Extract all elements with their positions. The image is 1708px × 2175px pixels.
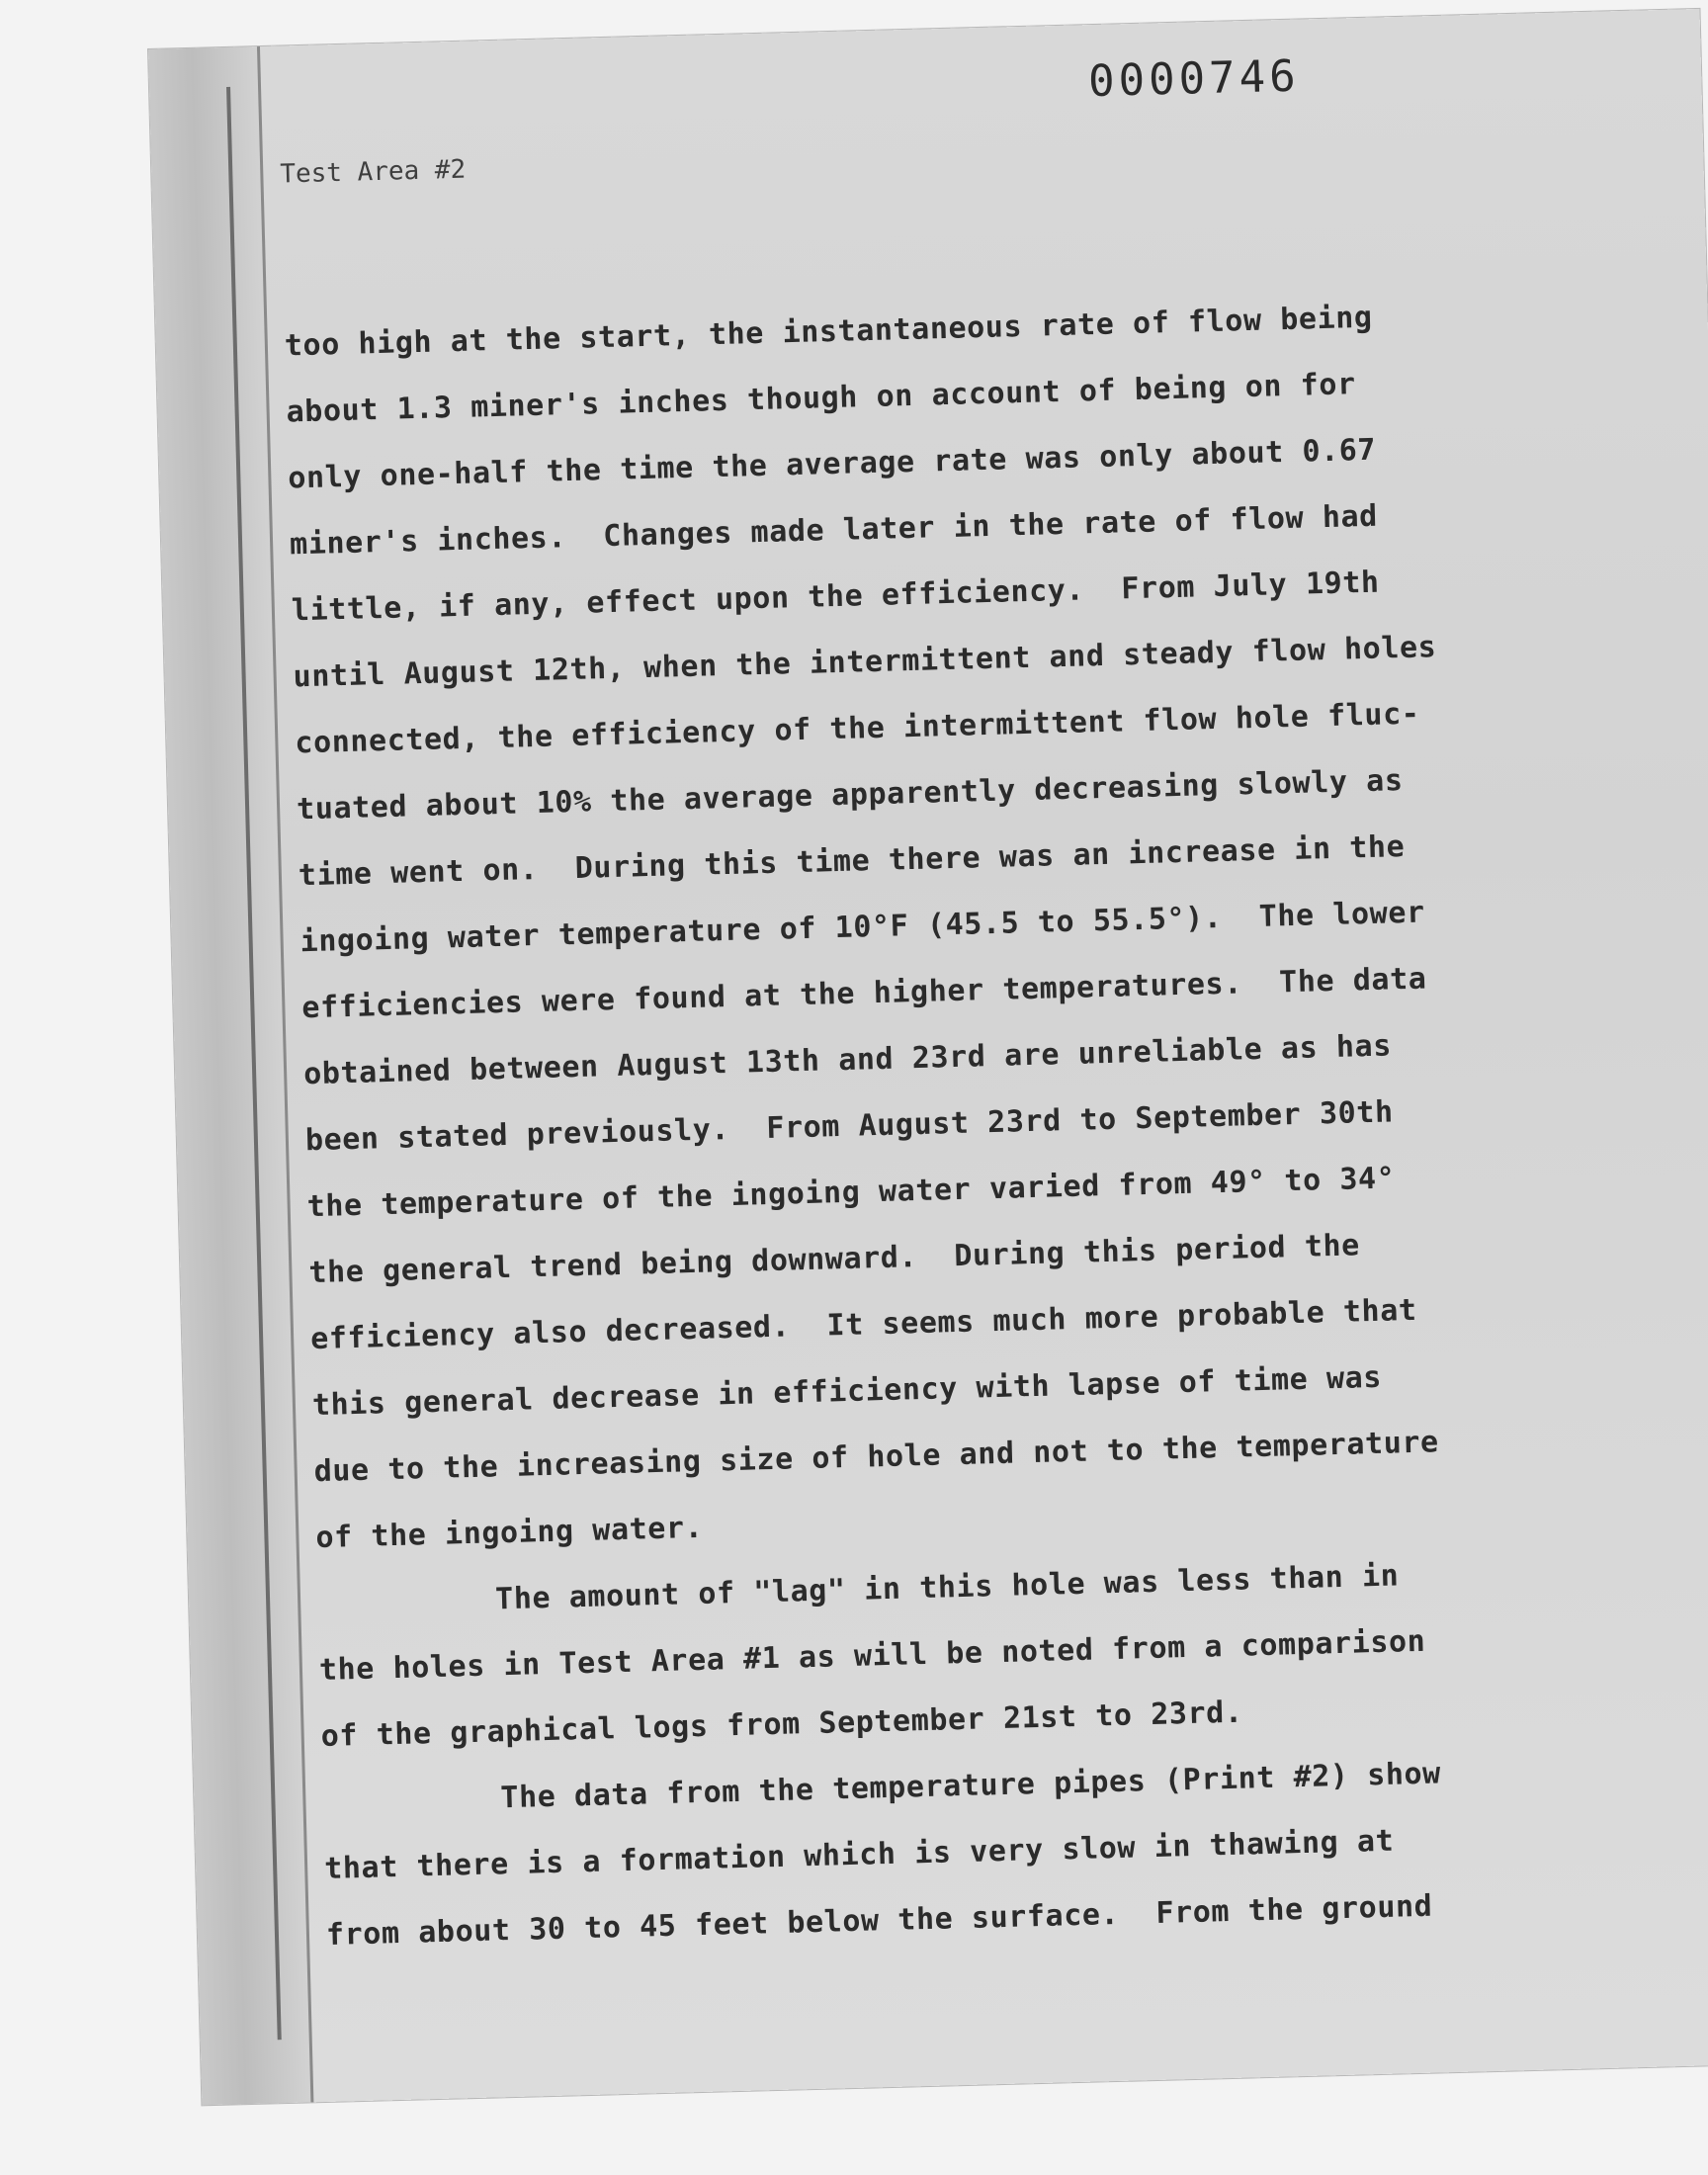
text-line: tuated about 10% the average apparently decreasing slowly as	[296, 763, 1404, 827]
text-line: efficiencies were found at the higher temperatures. The data	[300, 961, 1427, 1026]
document-number: 0000746	[1087, 50, 1301, 108]
text-line: obtained between August 13th and 23rd are unreliable as has	[302, 1028, 1393, 1092]
text-line: the temperature of the ingoing water varied from 49° to 34°	[306, 1161, 1396, 1225]
text-line: ingoing water temperature of 10°F (45.5 to 55.5°). The lower	[299, 895, 1426, 960]
text-line: from about 30 to 45 feet below the surface. From the ground	[325, 1888, 1433, 1953]
text-line: efficiency also decreased. It seems much more probable that	[309, 1292, 1417, 1357]
section-heading: Test Area #2	[279, 154, 467, 190]
text-line: the holes in Test Area #1 as will be noted from a comparison	[318, 1623, 1426, 1689]
text-line: The amount of "lag" in this hole was less than in	[494, 1558, 1400, 1617]
text-line: about 1.3 miner's inches though on account of being on for	[286, 367, 1357, 430]
body-text	[284, 279, 1631, 1968]
text-line: time went on. During this time there was an increase in the	[298, 829, 1406, 894]
text-line: been stated previously. From August 23rd to September 30th	[304, 1094, 1395, 1159]
text-line: little, if any, effect upon the efficiency. From July 19th	[291, 565, 1381, 629]
text-line: connected, the efficiency of the intermittent flow hole fluc-	[294, 696, 1420, 761]
text-line: that there is a formation which is very slow in thawing at	[323, 1823, 1395, 1886]
text-line: due to the increasing size of hole and not to the temperature	[313, 1425, 1440, 1490]
text-line: the general trend being downward. During this period the	[307, 1228, 1361, 1291]
text-line: only one-half the time the average rate was only about 0.67	[287, 432, 1377, 496]
text-line: of the ingoing water.	[315, 1510, 704, 1556]
text-line: until August 12th, when the intermittent and steady flow holes	[293, 630, 1437, 695]
text-line: this general decrease in efficiency with lapse of time was	[311, 1359, 1383, 1424]
binding-line	[226, 87, 282, 2040]
text-line: too high at the start, the instantaneous rate of flow being	[284, 300, 1374, 364]
text-line: of the graphical logs from September 21st to 23rd.	[320, 1695, 1243, 1755]
document-page	[148, 9, 1708, 2105]
text-line: miner's inches. Changes made later in the rate of flow had	[289, 498, 1379, 563]
text-line: The data from the temperature pipes (Print #2) show	[499, 1756, 1442, 1816]
